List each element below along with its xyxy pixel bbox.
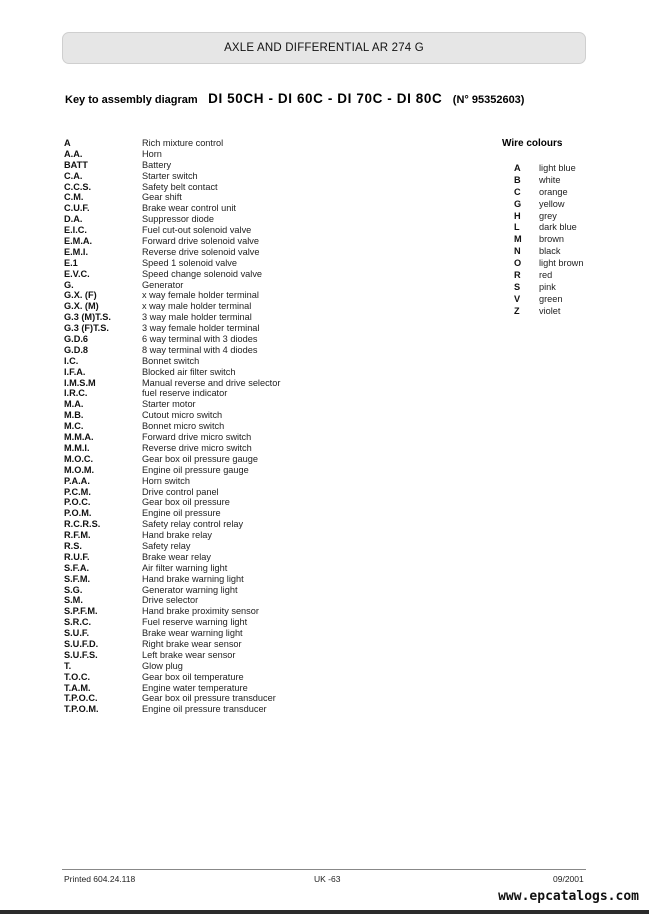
key-row [64, 585, 280, 596]
key-row [64, 606, 280, 617]
key-code: T.O.C. [64, 671, 91, 682]
key-description: Drive control panel [142, 486, 219, 497]
key-description: Manual reverse and drive selector [142, 377, 281, 388]
wire-colour-name: brown [539, 234, 565, 245]
key-row [64, 138, 280, 149]
wire-colour-code: G [514, 198, 522, 209]
wire-colour-code: Z [514, 305, 520, 316]
key-description: Brake wear control unit [142, 203, 236, 214]
key-row [64, 214, 280, 225]
subtitle-models: DI 50CH - DI 60C - DI 70C - DI 80C [208, 91, 443, 106]
key-description: Speed change solenoid valve [142, 268, 263, 279]
key-row [64, 421, 280, 432]
key-code: E.M.A. [64, 236, 93, 247]
key-row [64, 519, 280, 530]
key-row [64, 563, 280, 574]
key-description: Generator warning light [142, 584, 238, 595]
subtitle-reference: (N° 95352603) [452, 94, 525, 106]
key-description: Engine water temperature [142, 682, 248, 693]
key-code: P.A.A. [64, 475, 90, 486]
key-description: Bonnet switch [142, 355, 200, 366]
key-row [64, 476, 280, 487]
key-row [64, 388, 280, 399]
key-description: Reverse drive micro switch [142, 442, 252, 453]
key-code: T.P.O.C. [64, 693, 98, 704]
key-row [64, 290, 280, 301]
footer-divider [62, 869, 586, 870]
key-code: S.M. [64, 595, 83, 606]
wire-colour-name: light blue [539, 163, 576, 173]
key-row [64, 323, 280, 334]
wire-colour-code: N [514, 246, 521, 257]
key-description: Starter switch [142, 170, 198, 181]
key-row [64, 639, 280, 650]
key-code: P.C.M. [64, 486, 91, 497]
key-row [64, 628, 280, 639]
key-code: P.O.C. [64, 497, 91, 508]
key-description: Bonnet micro switch [142, 421, 225, 432]
key-description: Reverse drive solenoid valve [142, 246, 260, 257]
key-code: BATT [64, 159, 88, 170]
diagram-subtitle [65, 90, 524, 108]
wire-colour-row [514, 306, 583, 318]
key-code: G.X. (M) [64, 301, 99, 312]
key-code: G. [64, 279, 74, 290]
key-code: I.R.C. [64, 388, 88, 399]
key-code: G.D.6 [64, 334, 88, 345]
key-row [64, 704, 280, 715]
wire-colour-code: B [514, 174, 521, 185]
key-code: S.U.F. [64, 628, 90, 639]
key-description: Cutout micro switch [142, 410, 223, 421]
key-description: Suppressor diode [142, 214, 215, 225]
key-code: R.C.R.S. [64, 519, 101, 530]
key-row [64, 160, 280, 171]
key-description: Horn [142, 148, 162, 159]
key-code: I.F.A. [64, 366, 86, 377]
key-code: S.U.F.D. [64, 638, 99, 649]
wire-colour-row [514, 258, 583, 270]
wire-colour-row [514, 211, 583, 223]
key-row [64, 617, 280, 628]
key-row [64, 661, 280, 672]
wire-colour-name: violet [539, 305, 561, 316]
key-code: S.F.M. [64, 573, 91, 584]
key-row [64, 541, 280, 552]
key-description: Left brake wear sensor [142, 649, 236, 660]
key-row [64, 247, 280, 258]
key-code: M.C. [64, 421, 84, 432]
wire-colour-name: black [539, 246, 561, 257]
key-code: S.F.A. [64, 562, 90, 573]
key-code: T.A.M. [64, 682, 91, 693]
key-description: Hand brake proximity sensor [142, 606, 259, 617]
wire-colour-name: pink [539, 281, 556, 292]
key-row [64, 182, 280, 193]
key-description: Blocked air filter switch [142, 366, 236, 377]
key-row [64, 683, 280, 694]
section-header [62, 32, 586, 64]
key-row [64, 508, 280, 519]
key-row [64, 192, 280, 203]
key-description: x way male holder terminal [142, 301, 252, 312]
key-description: 6 way terminal with 3 diodes [142, 334, 258, 345]
key-row [64, 356, 280, 367]
key-row [64, 552, 280, 563]
wire-colour-code: S [514, 281, 521, 292]
watermark-link[interactable]: www.epcatalogs.com [498, 889, 639, 904]
key-code: G.3 (F)T.S. [64, 323, 109, 334]
key-row [64, 574, 280, 585]
footer-date: 09/2001 [553, 874, 584, 884]
key-description: Engine oil pressure [142, 508, 221, 519]
wire-colour-name: red [539, 270, 553, 281]
key-description: Engine oil pressure transducer [142, 704, 267, 715]
wire-colour-code: H [514, 210, 521, 221]
wire-colour-name: white [539, 174, 561, 185]
key-description: Horn switch [142, 475, 190, 486]
wire-colour-code: A [514, 163, 521, 173]
key-row [64, 367, 280, 378]
key-description: Drive selector [142, 595, 199, 606]
key-description: Gear box oil pressure gauge [142, 453, 258, 464]
key-description: 3 way male holder terminal [142, 312, 252, 323]
key-description: Hand brake relay [142, 530, 212, 541]
key-description: Air filter warning light [142, 562, 228, 573]
key-code: D.A. [64, 214, 83, 225]
key-row [64, 280, 280, 291]
key-row [64, 672, 280, 683]
wire-colour-name: grey [539, 210, 557, 221]
key-description: Fuel reserve warning light [142, 617, 248, 628]
footer-page-number: UK -63 [314, 874, 341, 884]
key-row [64, 443, 280, 454]
key-list [64, 138, 280, 715]
key-row [64, 269, 280, 280]
key-row [64, 465, 280, 476]
key-description: Starter motor [142, 399, 196, 410]
bottom-strip [0, 910, 649, 914]
key-row [64, 410, 280, 421]
key-code: S.U.F.S. [64, 649, 98, 660]
key-row [64, 399, 280, 410]
key-code: G.3 (M)T.S. [64, 312, 111, 323]
wire-colour-row [514, 175, 583, 187]
key-description: Rich mixture control [142, 138, 224, 148]
key-row [64, 149, 280, 160]
key-description: Safety relay [142, 540, 191, 551]
wire-colour-row [514, 270, 583, 282]
key-row [64, 454, 280, 465]
wire-colour-row [514, 294, 583, 306]
wire-colour-row [514, 163, 583, 175]
key-description: Glow plug [142, 660, 183, 671]
key-row [64, 312, 280, 323]
wire-colour-code: O [514, 258, 522, 269]
key-code: A.A. [64, 148, 83, 159]
key-code: S.P.F.M. [64, 606, 98, 617]
key-description: Safety belt contact [142, 181, 218, 192]
wire-colour-code: L [514, 222, 520, 233]
key-code: E.1 [64, 257, 78, 268]
key-code: R.S. [64, 540, 82, 551]
wire-colour-name: orange [539, 186, 568, 197]
key-code: M.O.M. [64, 464, 95, 475]
key-row [64, 497, 280, 508]
key-row [64, 301, 280, 312]
key-row [64, 432, 280, 443]
key-code: T.P.O.M. [64, 704, 99, 715]
key-code: P.O.M. [64, 508, 92, 519]
key-row [64, 650, 280, 661]
key-description: fuel reserve indicator [142, 388, 228, 399]
key-description: Battery [142, 159, 172, 170]
key-description: Forward drive solenoid valve [142, 236, 259, 247]
footer-printed: Printed 604.24.118 [64, 874, 136, 884]
key-code: M.A. [64, 399, 84, 410]
key-code: M.B. [64, 410, 84, 421]
key-description: 3 way female holder terminal [142, 323, 260, 334]
key-description: Safety relay control relay [142, 519, 244, 530]
key-code: I.M.S.M [64, 377, 96, 388]
key-row [64, 595, 280, 606]
key-description: 8 way terminal with 4 diodes [142, 344, 258, 355]
key-row [64, 693, 280, 704]
key-description: Gear shift [142, 192, 182, 203]
wire-colour-code: M [514, 234, 522, 245]
key-description: Gear box oil pressure [142, 497, 230, 508]
key-code: C.C.S. [64, 181, 92, 192]
key-code: M.M.A. [64, 432, 94, 443]
key-code: G.D.8 [64, 344, 88, 355]
key-description: Forward drive micro switch [142, 432, 252, 443]
subtitle-lead: Key to assembly diagram [65, 94, 198, 106]
key-code: M.O.C. [64, 453, 94, 464]
key-code: T. [64, 660, 72, 671]
key-description: Speed 1 solenoid valve [142, 257, 238, 268]
key-code: C.M. [64, 192, 84, 203]
key-code: R.F.M. [64, 530, 91, 541]
key-description: Brake wear warning light [142, 628, 243, 639]
key-row [64, 378, 280, 389]
key-description: Generator [142, 279, 184, 290]
wire-colour-code: V [514, 293, 521, 304]
wire-colour-row [514, 222, 583, 234]
key-description: Right brake wear sensor [142, 638, 242, 649]
key-row [64, 225, 280, 236]
key-code: A [64, 138, 71, 148]
key-row [64, 345, 280, 356]
key-row [64, 487, 280, 498]
key-row [64, 258, 280, 269]
wire-colours-list [514, 163, 583, 318]
key-description: Brake wear relay [142, 551, 211, 562]
key-row [64, 171, 280, 182]
key-row [64, 203, 280, 214]
wire-colour-name: light brown [539, 258, 584, 269]
key-code: E.M.I. [64, 246, 88, 257]
wire-colours-title: Wire colours [502, 138, 563, 149]
wire-colour-row [514, 234, 583, 246]
key-code: R.U.F. [64, 551, 90, 562]
key-description: Gear box oil pressure transducer [142, 693, 276, 704]
wire-colour-row [514, 187, 583, 199]
wire-colour-code: C [514, 186, 521, 197]
wire-colour-name: green [539, 293, 563, 304]
key-description: Engine oil pressure gauge [142, 464, 249, 475]
key-row [64, 236, 280, 247]
key-code: C.A. [64, 170, 83, 181]
key-code: M.M.I. [64, 442, 90, 453]
key-code: I.C. [64, 355, 79, 366]
wire-colour-row [514, 282, 583, 294]
wire-colour-row [514, 246, 583, 258]
key-description: Gear box oil temperature [142, 671, 244, 682]
key-description: Hand brake warning light [142, 573, 244, 584]
key-code: E.V.C. [64, 268, 90, 279]
key-code: S.G. [64, 584, 83, 595]
key-code: G.X. (F) [64, 290, 97, 301]
wire-colour-name: yellow [539, 198, 565, 209]
wire-colour-name: dark blue [539, 222, 577, 233]
key-row [64, 334, 280, 345]
wire-colour-row [514, 199, 583, 211]
key-description: x way female holder terminal [142, 290, 259, 301]
section-title: AXLE AND DIFFERENTIAL AR 274 G [224, 42, 424, 54]
key-code: S.R.C. [64, 617, 92, 628]
key-code: C.U.F. [64, 203, 90, 214]
key-row [64, 530, 280, 541]
key-description: Fuel cut-out solenoid valve [142, 225, 252, 236]
wire-colour-code: R [514, 270, 521, 281]
key-code: E.I.C. [64, 225, 87, 236]
